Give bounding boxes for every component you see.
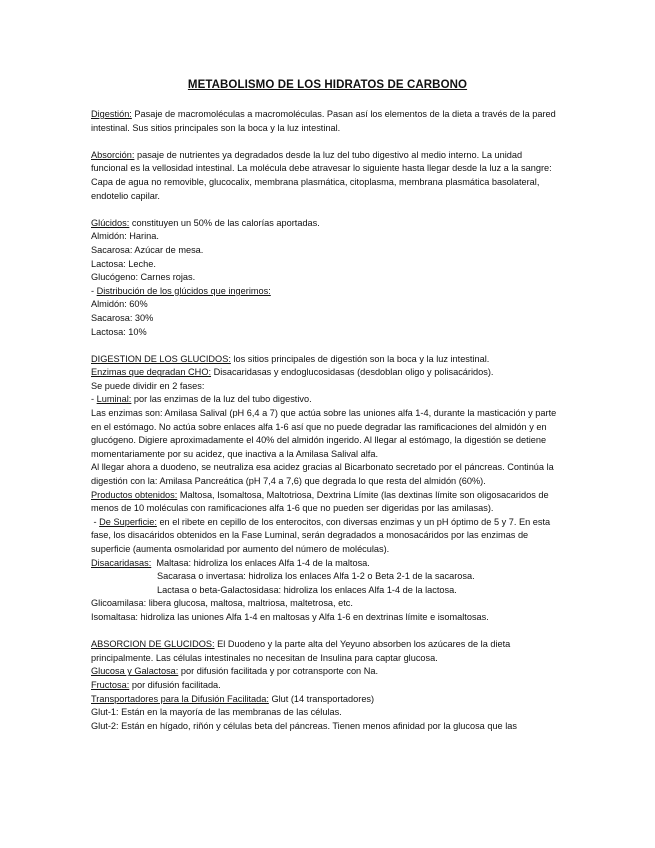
enzimas-line	[91, 366, 561, 380]
list-item: Lactosa: 10%	[91, 326, 147, 337]
glucidos-text: constituyen un 50% de las calorías aportadas.	[129, 217, 320, 228]
luminal-text: por las enzimas de la luz del tubo digestivo.	[131, 394, 312, 405]
productos-label: Productos obtenidos:	[91, 489, 178, 500]
disacaridasas-lactasa: Lactasa o beta-Galactosidasa: hidroliza los enlaces Alfa 1-4 de la lactosa.	[157, 584, 457, 595]
luminal-paragraph-2: Al llegar ahora a duodeno, se neutraliza esa acidez gracias al Bicarbonato secretado por el páncreas. Continúa la digestión con la: Amilasa Pancreática (pH 7,4 a 7,6) que degrada lo que resta del almidón (60%).	[91, 462, 554, 487]
absorcion-glucidos-paragraph	[91, 638, 561, 665]
glucosa-label: Glucosa y Galactosa:	[91, 666, 179, 677]
disacaridasas-line	[91, 557, 561, 571]
luminal-paragraph-1: Las enzimas son: Amilasa Salival (pH 6,4 a 7) que actúa sobre las uniones alfa 1-4, durante la masticación y parte en el estómago. No actúa sobre enlaces alfa 1-6 así que no puede degradar las ramificaciones del almidón y en glucógeno. Digiere aproximadamente el 40% del almidón ingerido. Al llegar al estómago, la digestión se detiene momentariamente por su acidez, que inactiva a la Amilasa Salival alfa.	[91, 408, 557, 459]
digestion-glucidos-label: DIGESTION DE LOS GLUCIDOS:	[91, 353, 231, 364]
absorcion-label: Absorción:	[91, 149, 135, 160]
glucidos-label: Glúcidos:	[91, 217, 130, 228]
luminal-label: Luminal:	[96, 394, 132, 405]
distribucion-label: Distribución de los glúcidos que ingerimos:	[96, 285, 271, 296]
glucosa-text: por difusión facilitada y por cotransporte con Na.	[178, 666, 379, 677]
superficie-text: en el ribete en cepillo de los enterocitos, con diversas enzimas y un pH óptimo de 5 y 7. En esta fase, los disacáridos obtenidos en la Fase Luminal, serán degradados a monosacáridos por las enzimas de superficie (aumenta osmolaridad por aumento del número de moléculas).	[91, 516, 551, 554]
disacaridasas-maltasa: Maltasa: hidroliza los enlaces Alfa 1-4 de la maltosa.	[151, 557, 370, 568]
absorcion-paragraph	[91, 149, 561, 203]
enzimas-label: Enzimas que degradan CHO:	[91, 367, 212, 378]
list-item: Almidón: 60%	[91, 299, 148, 310]
bullet-dash: -	[91, 516, 100, 527]
list-item: Glucógeno: Carnes rojas.	[91, 272, 196, 283]
superficie-label: De Superficie:	[99, 516, 157, 527]
fases-line: Se puede dividir en 2 fases:	[91, 380, 205, 391]
glucosa-line	[91, 665, 561, 679]
absorcion-glucidos-text: El Duodeno y la parte alta del Yeyuno absorben los azúcares de la dieta principalmente. Las células intestinales no necesitan de Insulina para captar glucosa.	[91, 639, 511, 663]
glut2-line: Glut-2: Están en hígado, riñón y células beta del páncreas. Tienen menos afinidad por la glucosa que las	[91, 720, 517, 731]
digestion-glucidos-text: los sitios principales de digestión son la boca y la luz intestinal.	[230, 353, 490, 364]
bullet-dash: -	[91, 285, 97, 296]
enzimas-text: Disacaridasas y endoglucosidasas (desdoblan oligo y polisacáridos).	[211, 367, 494, 378]
distribucion-heading	[91, 285, 561, 299]
transportadores-line	[91, 693, 561, 707]
document-body	[91, 108, 561, 733]
productos-paragraph	[91, 489, 561, 516]
bullet-dash: -	[91, 394, 97, 405]
fructosa-text: por difusión facilitada.	[129, 679, 221, 690]
transportadores-label: Transportadores para la Difusión Facilitada:	[91, 693, 269, 704]
digestion-label: Digestión:	[91, 109, 132, 119]
digestion-paragraph	[91, 108, 561, 135]
disacaridasas-label: Disacaridasas:	[91, 557, 152, 568]
luminal-line	[91, 393, 561, 407]
fructosa-line	[91, 679, 561, 693]
disacaridasas-sacarasa: Sacarasa o invertasa: hidroliza los enlaces Alfa 1-2 o Beta 2-1 de la sacarosa.	[157, 571, 475, 582]
transportadores-text: Glut (14 transportadores)	[268, 693, 375, 704]
absorcion-glucidos-label: ABSORCION DE GLUCIDOS:	[91, 639, 215, 650]
list-item: Sacarosa: 30%	[91, 312, 154, 323]
digestion-text: Pasaje de macromoléculas a macromoléculas. Pasan así los elementos de la dieta a través de la pared intestinal. Sus sitios principales son la boca y la luz intestinal.	[91, 109, 556, 133]
isomaltasa-line: Isomaltasa: hidroliza las uniones Alfa 1-4 en maltosas y Alfa 1-6 en dextrinas límite e isomaltosas.	[91, 611, 489, 622]
glut1-line: Glut-1: Están en la mayoría de las membranas de las células.	[91, 707, 342, 718]
absorcion-text: pasaje de nutrientes ya degradados desde la luz del tubo digestivo al medio interno. La unidad funcional es la vellosidad intestinal. La molécula debe atravesar lo siguiente hasta llegar desde la luz a la sangre: Capa de agua no removible, glucocalix, membrana plasmática, citoplasma, membrana plasmática basolateral, endotelio capilar.	[91, 149, 552, 201]
document-title: METABOLISMO DE LOS HIDRATOS DE CARBONO	[187, 79, 468, 91]
list-item: Sacarosa: Azúcar de mesa.	[91, 244, 204, 255]
glucidos-paragraph	[91, 217, 561, 231]
digestion-glucidos-paragraph	[91, 353, 561, 367]
list-item: Almidón: Harina.	[91, 231, 159, 242]
superficie-paragraph	[91, 516, 561, 557]
productos-text: Maltosa, Isomaltosa, Maltotriosa, Dextrina Límite (las dextinas límite son oligosacaridos de menos de 10 moléculas con ramificaciones alfa 1-6 que no pueden ser digeridas por las amilasas).	[91, 489, 549, 514]
glicoamilasa-line: Glicoamilasa: libera glucosa, maltosa, maltriosa, maltetrosa, etc.	[91, 598, 353, 609]
list-item: Lactosa: Leche.	[91, 258, 156, 269]
fructosa-label: Fructosa:	[91, 679, 130, 690]
